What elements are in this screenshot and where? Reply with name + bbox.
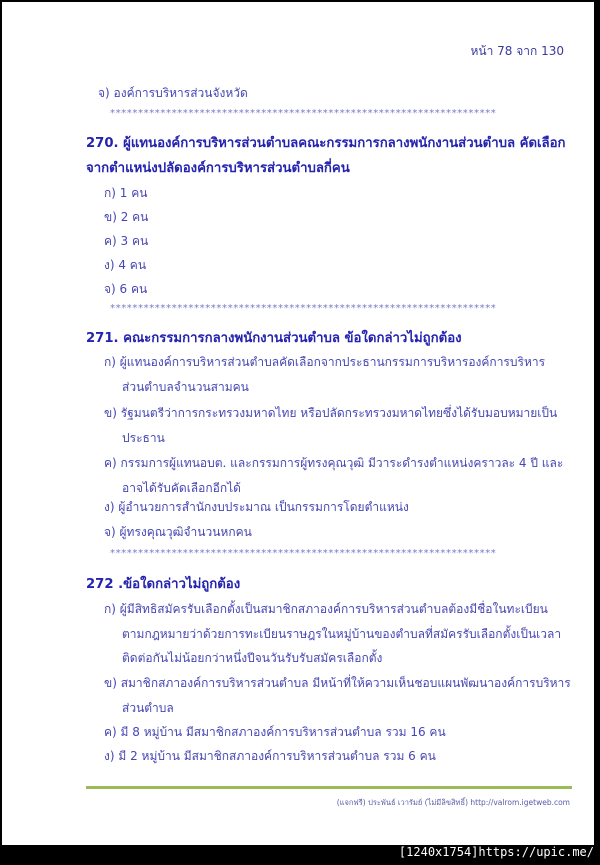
separator: ********************************************************************* — [110, 108, 497, 119]
question-272-option-c: ค) มี 8 หมู่บ้าน มีสมาชิกสภาองค์การบริหารส่วนตำบล รวม 16 คน — [104, 725, 446, 739]
page-indicator: หน้า 78 จาก 130 — [470, 44, 564, 58]
question-271-option-b-line2: ประธาน — [122, 431, 165, 445]
separator: ********************************************************************* — [110, 303, 497, 314]
question-270-option-c: ค) 3 คน — [104, 234, 149, 248]
footer-rule — [86, 786, 572, 789]
question-272-option-b-line2: ส่วนตำบล — [122, 701, 174, 715]
separator: ********************************************************************* — [110, 548, 497, 559]
question-272-option-b-line1: ข) สมาชิกสภาองค์การบริหารส่วนตำบล มีหน้าที่ให้ความเห็นชอบแผนพัฒนาองค์การบริหาร — [104, 676, 571, 690]
document-page — [2, 2, 594, 845]
question-270-option-d: ง) 4 คน — [104, 258, 147, 272]
question-271-option-d: ง) ผู้อำนวยการสำนักงบประมาณ เป็นกรรมการโดยตำแหน่ง — [104, 500, 409, 514]
question-270-title-line1: 270. ผู้แทนองค์การบริหารส่วนตำบลคณะกรรมการกลางพนักงานส่วนตำบล คัดเลือก — [86, 136, 566, 151]
question-271-title: 271. คณะกรรมการกลางพนักงานส่วนตำบล ข้อใดกล่าวไม่ถูกต้อง — [86, 331, 462, 346]
question-272-option-a-line3: ติดต่อกันไม่น้อยกว่าหนึ่งปีจนวันรับรับสมัครเลือกตั้ง — [122, 651, 383, 665]
question-272-option-d: ง) มี 2 หมู่บ้าน มีสมาชิกสภาองค์การบริหารส่วนตำบล รวม 6 คน — [104, 749, 436, 763]
image-watermark: [1240x1754]https://upic.me/ — [398, 845, 594, 859]
question-270-title-line2: จากตำแหน่งปลัดองค์การบริหารส่วนตำบลกี่คน — [86, 161, 350, 176]
footer-credit: (แจกฟรี) ประพันธ์ เวารัมย์ (ไม่มีลิขสิทธิ์) http://valrom.igetweb.com — [336, 798, 570, 807]
prev-question-option-e: จ) องค์การบริหารส่วนจังหวัด — [98, 86, 248, 100]
question-272-title: 272 .ข้อใดกล่าวไม่ถูกต้อง — [86, 577, 241, 592]
question-271-option-b-line1: ข) รัฐมนตรีว่าการกระทรวงมหาดไทย หรือปลัดกระทรวงมหาดไทยซึ่งได้รับมอบหมายเป็น — [104, 406, 558, 420]
question-272-option-a-line2: ตามกฎหมายว่าด้วยการทะเบียนราษฎรในหมู่บ้านของตำบลที่สมัครรับเลือกตั้งเป็นเวลา — [122, 627, 562, 641]
question-272-option-a-line1: ก) ผู้มีสิทธิสมัครรับเลือกตั้งเป็นสมาชิกสภาองค์การบริหารส่วนตำบลต้องมีชื่อในทะเบียน — [104, 602, 548, 616]
question-270-option-a: ก) 1 คน — [104, 186, 148, 200]
question-271-option-c-line1: ค) กรรมการผู้แทนอบต. และกรรมการผู้ทรงคุณวุฒิ มีวาระดำรงตำแหน่งคราวละ 4 ปี และ — [104, 456, 564, 470]
question-271-option-a-line2: ส่วนตำบลจำนวนสามคน — [122, 380, 249, 394]
question-270-option-e: จ) 6 คน — [104, 282, 148, 296]
question-271-option-a-line1: ก) ผู้แทนองค์การบริหารส่วนตำบลคัดเลือกจากประธานกรรมการบริหารองค์การบริหาร — [104, 355, 546, 369]
question-271-option-c-line2: อาจได้รับคัดเลือกอีกได้ — [122, 481, 241, 495]
question-270-option-b: ข) 2 คน — [104, 210, 149, 224]
question-271-option-e: จ) ผู้ทรงคุณวุฒิจำนวนหกคน — [104, 525, 252, 539]
